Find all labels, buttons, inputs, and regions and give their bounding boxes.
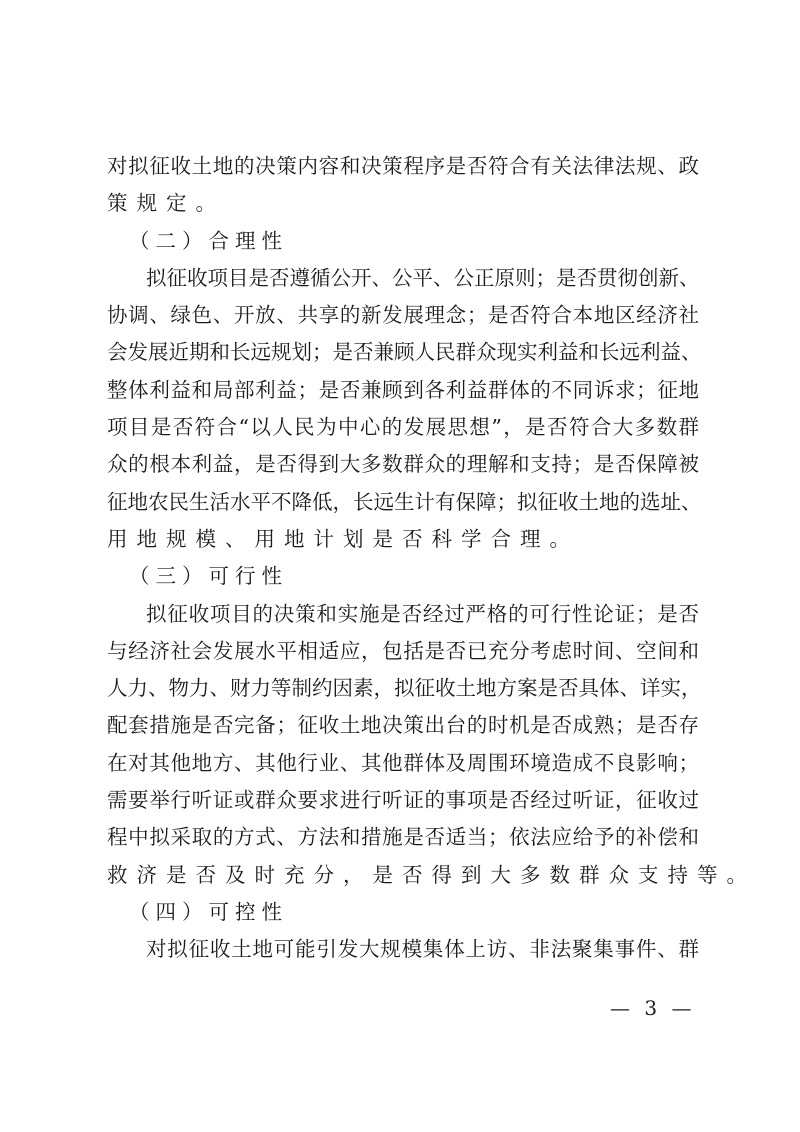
body-line: 用地规模、用地计划是否科学合理。	[107, 526, 579, 551]
body-line: 需要举行听证或群众要求进行听证的事项是否经过听证，征收过	[107, 788, 699, 813]
body-line: 救济是否及时充分，是否得到大多数群众支持等。	[107, 862, 756, 887]
body-line: 协调、绿色、开放、共享的新发展理念；是否符合本地区经济社	[107, 303, 699, 328]
body-line: 对拟征收土地可能引发大规模集体上访、非法聚集事件、群	[146, 937, 699, 962]
body-line: 人力、物力、财力等制约因素，拟征收土地方案是否具体、详实，	[107, 676, 702, 701]
body-line: 在对其他地方、其他行业、其他群体及周围环境造成不良影响；	[107, 750, 699, 775]
body-line: 众的根本利益，是否得到大多数群众的理解和支持；是否保障被	[107, 452, 699, 477]
document-page	[107, 148, 756, 969]
body-line: 策规定。	[107, 191, 225, 216]
page-number: — 3 —	[610, 996, 696, 1020]
section-heading-feasibility: （三）可行性	[129, 564, 288, 589]
body-line: 拟征收项目是否遵循公开、公平、公正原则；是否贯彻创新、	[146, 265, 700, 290]
body-line: 项目是否符合“以人民为中心的发展思想”，是否符合大多数群	[107, 415, 699, 440]
body-line: 与经济社会发展水平相适应，包括是否已充分考虑时间、空间和	[107, 638, 699, 663]
body-line: 配套措施是否完备；征收土地决策出台的时机是否成熟；是否存	[107, 713, 699, 738]
section-heading-rationality: （二）合理性	[129, 228, 288, 253]
section-heading-controllability: （四）可控性	[129, 899, 288, 924]
body-line: 对拟征收土地的决策内容和决策程序是否符合有关法律法规、政	[107, 154, 699, 178]
body-line: 整体利益和局部利益；是否兼顾到各利益群体的不同诉求；征地	[107, 377, 699, 402]
body-line: 程中拟采取的方式、方法和措施是否适当；依法应给予的补偿和	[107, 825, 699, 850]
body-line: 会发展近期和长远规划；是否兼顾人民群众现实利益和长远利益、	[107, 340, 702, 365]
body-line: 征地农民生活水平不降低，长远生计有保障；拟征收土地的选址、	[107, 489, 702, 514]
body-line: 拟征收项目的决策和实施是否经过严格的可行性论证；是否	[146, 601, 699, 626]
